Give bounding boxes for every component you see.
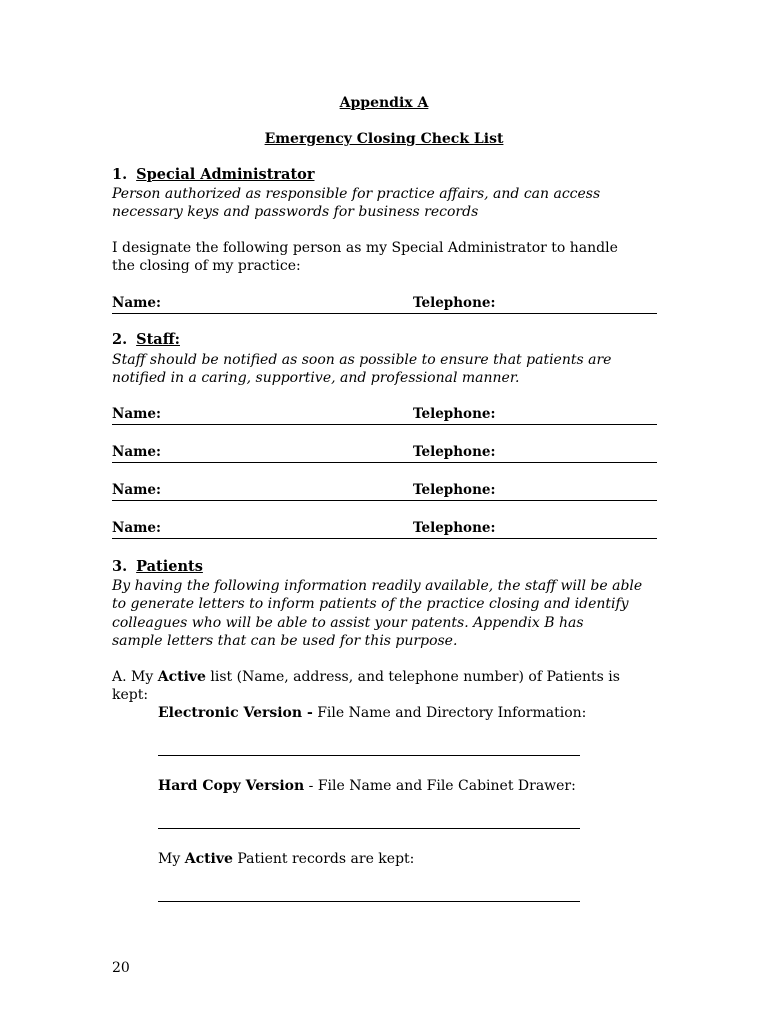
section1-note-line2: necessary keys and passwords for business records: [112, 204, 479, 221]
active-records-bold: Active: [184, 851, 233, 867]
section2-title: Staff:: [136, 331, 180, 348]
section2-number: 2.: [112, 331, 128, 348]
section2-note-line2: notified in a caring, supportive, and professional manner.: [112, 370, 520, 387]
section2-note: [112, 351, 672, 388]
active-list-bold: Active: [157, 669, 206, 685]
section3-note: [112, 577, 672, 650]
electronic-version-fill-line[interactable]: [158, 755, 580, 756]
hard-copy-version-label: [158, 777, 576, 795]
section1-title: Special Administrator: [136, 166, 315, 183]
section3-heading: [112, 558, 203, 576]
section1-note-line1: Person authorized as responsible for practice affairs, and can access: [112, 186, 601, 202]
section3-note-line4: sample letters that can be used for this purpose.: [112, 632, 458, 649]
section1-heading: [112, 166, 314, 184]
appendix-title: Appendix A: [339, 95, 429, 111]
staff-telephone-label: Telephone:: [413, 406, 496, 422]
active-records-prefix: My: [158, 851, 185, 867]
active-list-line1: [112, 668, 672, 686]
staff-name-label: Name:: [112, 482, 161, 498]
active-list-line2: kept:: [112, 687, 149, 703]
staff-name-label: Name:: [112, 444, 161, 460]
hard-copy-version-bold: Hard Copy Version: [158, 778, 305, 794]
section1-telephone-label: Telephone:: [413, 295, 496, 311]
active-list-prefix: A. My: [112, 669, 158, 685]
section1-fill-line[interactable]: [112, 313, 657, 314]
staff-telephone-label: Telephone:: [413, 482, 496, 498]
section1-number: 1.: [112, 166, 128, 183]
staff-fill-line[interactable]: [112, 538, 657, 539]
active-list-paragraph: [112, 668, 672, 704]
section1-body-line1: I designate the following person as my Special Administrator to handle: [112, 240, 618, 256]
section1-name-label: Name:: [112, 295, 161, 311]
staff-fill-line[interactable]: [112, 500, 657, 501]
page-number: 20: [112, 960, 130, 976]
hard-copy-version-fill-line[interactable]: [158, 828, 580, 829]
electronic-version-label: [158, 704, 586, 722]
staff-name-label: Name:: [112, 520, 161, 536]
doc-title: Emergency Closing Check List: [264, 131, 504, 147]
section3-note-line2: to generate letters to inform patients of the practice closing and identify: [112, 596, 629, 613]
section2-note-line1: Staff should be notified as soon as possible to ensure that patients are: [112, 352, 612, 368]
section1-note: [112, 185, 672, 222]
hard-copy-version-rest: - File Name and File Cabinet Drawer:: [304, 778, 576, 794]
section3-title: Patients: [136, 558, 203, 575]
section3-note-line3: colleagues who will be able to assist your patents. Appendix B has: [112, 614, 584, 631]
section3-number: 3.: [112, 558, 128, 575]
active-records-label: [158, 850, 414, 868]
active-list-rest: list (Name, address, and telephone number) of Patients is: [205, 669, 620, 685]
active-records-rest: Patient records are kept:: [232, 851, 415, 867]
section1-body-line2: the closing of my practice:: [112, 258, 301, 274]
staff-telephone-label: Telephone:: [413, 520, 496, 536]
electronic-version-rest: File Name and Directory Information:: [312, 705, 587, 721]
section3-note-line1: By having the following information readily available, the staff will be able: [112, 578, 643, 594]
section1-body: [112, 239, 672, 275]
staff-name-label: Name:: [112, 406, 161, 422]
staff-telephone-label: Telephone:: [413, 444, 496, 460]
staff-fill-line[interactable]: [112, 462, 657, 463]
section2-heading: [112, 331, 180, 349]
staff-fill-line[interactable]: [112, 424, 657, 425]
electronic-version-bold: Electronic Version -: [158, 705, 313, 721]
active-records-fill-line[interactable]: [158, 901, 580, 902]
